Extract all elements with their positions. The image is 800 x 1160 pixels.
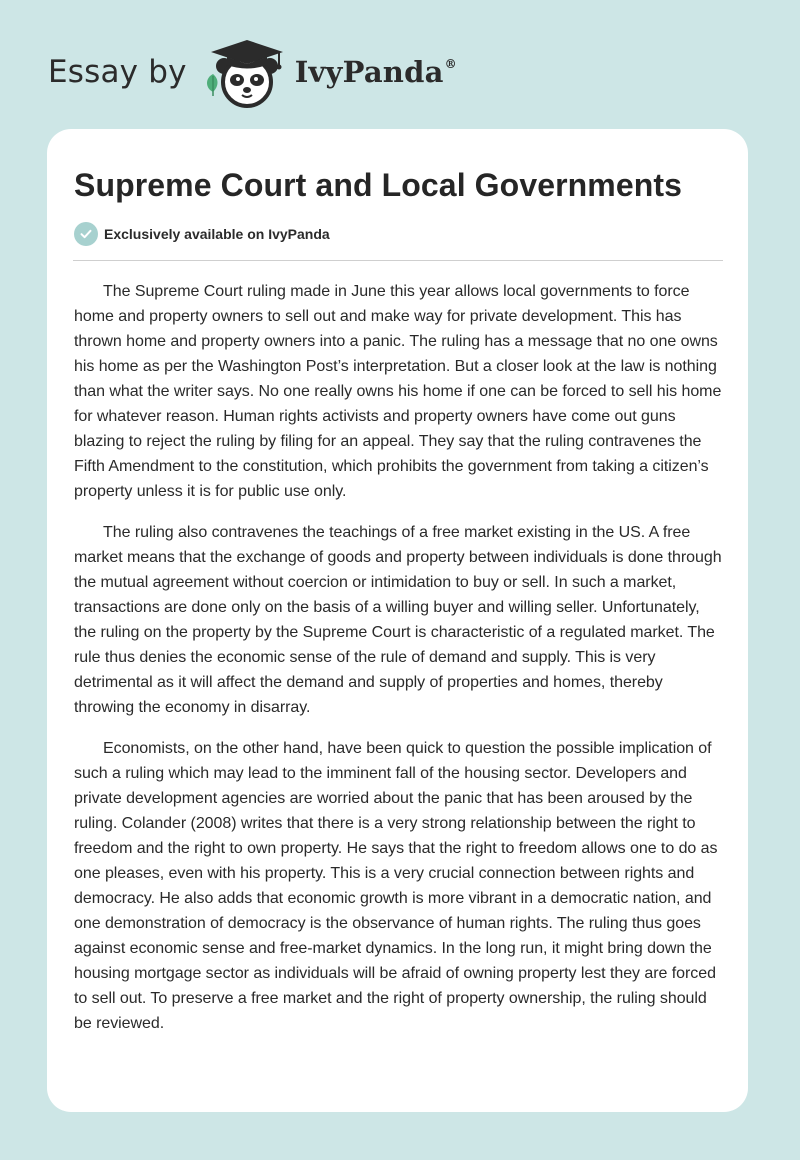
paragraph: The ruling also contravenes the teachings of a free market existing in the US. A free market means that the exchange of goods and property between individuals is done through the mutual agreement without coercion or intimidation to buy or sell. In such a market, transactions are done only on the basis of a willing buyer and willing seller. Unfortunately, the ruling on the property by the Supreme Court is characteristic of a regulated market. The rule thus denies the economic sense of the rule of demand and supply. This is very detrimental as it will affect the demand and supply of properties and homes, thereby throwing the economy in disarray. (74, 524, 722, 716)
brand-name (295, 55, 457, 89)
check-circle-icon (74, 222, 98, 246)
availability-badge (74, 222, 330, 246)
registered-mark: ® (444, 57, 457, 71)
site-header (48, 34, 748, 110)
page-title: Supreme Court and Local Governments (74, 167, 683, 203)
panda-graduation-cap-icon (201, 34, 293, 110)
badge-label: Exclusively available on IvyPanda (104, 226, 330, 242)
essay-by-label: Essay by (48, 54, 187, 90)
paragraph: Economists, on the other hand, have been quick to question the possible implication of such a ruling which may lead to the imminent fall of the housing sector. Developers and private development agencies are worried about the panic that has been aroused by the ruling. Colander (2008) writes that there is a very strong relationship between the right to freedom and the right to own property. He says that the right to freedom allows one to do as one pleases, even with his property. This is a very crucial connection between rights and democracy. He also adds that economic growth is more vibrant in a democratic nation, and one demonstration of democracy is the observance of human rights. The ruling thus goes against economic sense and free-market dynamics. In the long run, it might bring down the housing mortgage sector as individuals will be afraid of owning property lest they are forced to sell out. To preserve a free market and the right of property ownership, the ruling should be reviewed. (74, 740, 718, 1032)
essay-body (74, 279, 724, 1052)
divider (73, 260, 723, 261)
essay-card (47, 129, 748, 1112)
paragraph: The Supreme Court ruling made in June this year allows local governments to force home and property owners to sell out and make way for private development. This has thrown home and property owners into a panic. The ruling has a message that no one owns his home as per the Washington Post’s interpretation. But a closer look at the law is nothing than what the writer says. No one really owns his home if one can be forced to sell his home for whatever reason. Human rights activists and property owners have come out guns blazing to reject the ruling by filing for an appeal. They say that the ruling contravenes the Fifth Amendment to the constitution, which prohibits the government from taking a citizen’s property unless it is for public use only. (74, 283, 722, 500)
brand-text: IvyPanda (294, 55, 444, 89)
